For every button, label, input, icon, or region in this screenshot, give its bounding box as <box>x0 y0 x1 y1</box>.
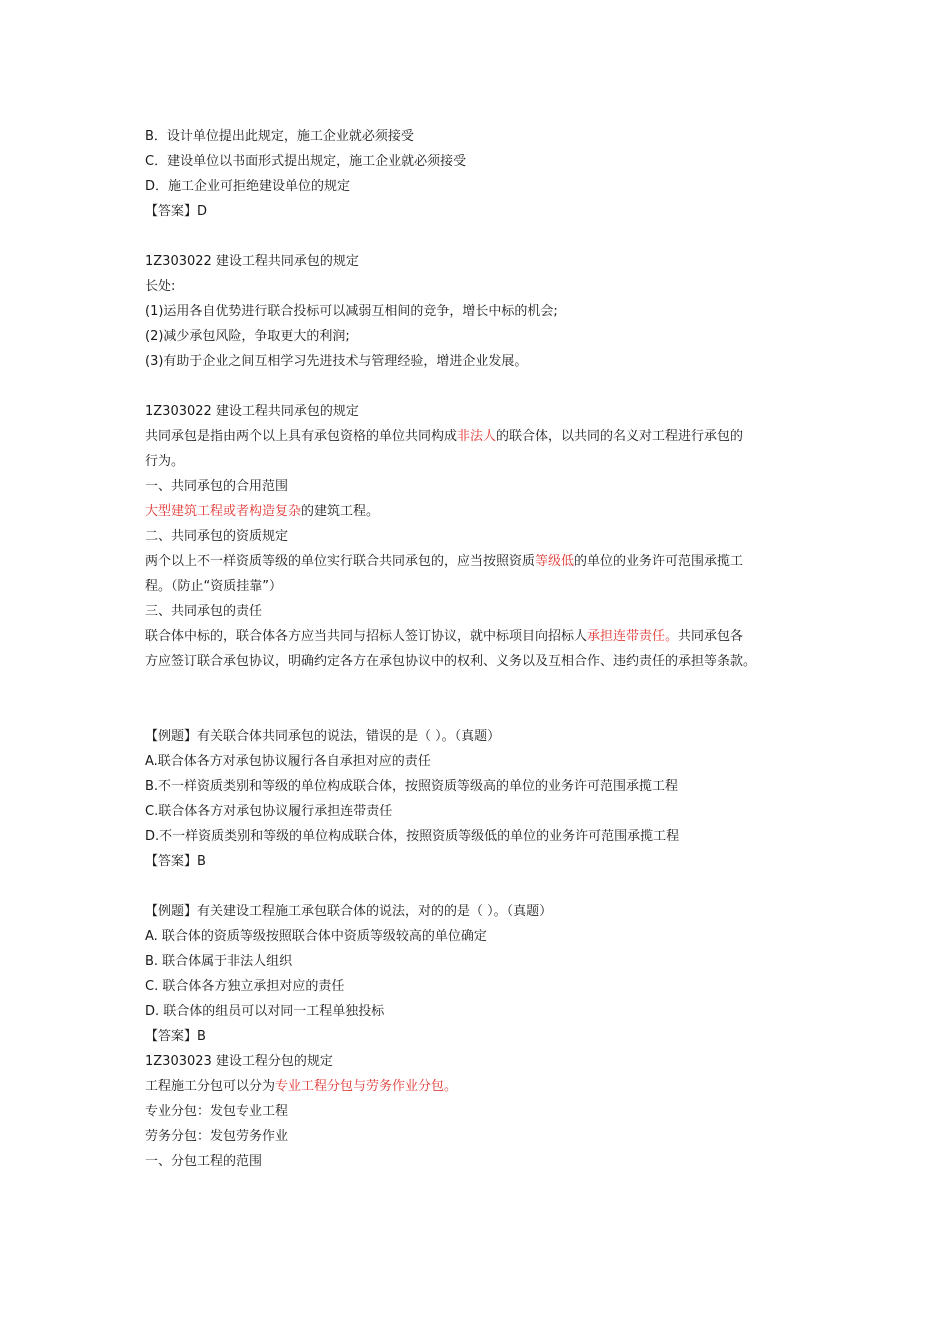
spacer <box>145 374 825 399</box>
spacer <box>145 224 825 249</box>
professional-subcontract: 专业分包：发包专业工程 <box>145 1104 289 1119</box>
answer: 【答案】D <box>145 204 208 219</box>
example-option-c: C.联合体各方对承包协议履行承担连带责任 <box>145 804 393 819</box>
section-heading: 1Z303022 建设工程共同承包的规定 <box>145 254 359 269</box>
example-answer: 【答案】B <box>145 1029 206 1044</box>
definition-line <box>145 424 825 449</box>
subsection-title: 一、分包工程的范围 <box>145 1154 263 1169</box>
qualification-line <box>145 549 825 574</box>
subcontract-line <box>145 1074 825 1099</box>
highlight: 等级低 <box>535 554 575 569</box>
example-answer: 【答案】B <box>145 854 206 869</box>
text: 联合体中标的，联合体各方应当共同与招标人签订协议，就中标项目向招标人 <box>145 629 588 644</box>
example-option-b: B. 联合体属于非法人组织 <box>145 954 293 969</box>
example-option-b: B.不一样资质类别和等级的单位构成联合体，按照资质等级高的单位的业务许可范围承揽工程 <box>145 779 679 794</box>
section-heading: 1Z303023 建设工程分包的规定 <box>145 1054 333 1069</box>
text: 的建筑工程。 <box>301 504 380 519</box>
text: 共同承包各 <box>678 629 744 644</box>
section-heading: 1Z303022 建设工程共同承包的规定 <box>145 404 359 419</box>
option-b: B．设计单位提出此规定，施工企业就必须接受 <box>145 129 414 144</box>
responsibility-line-2: 方应签订联合承包协议，明确约定各方在承包协议中的权利、义务以及互相合作、违约责任的承担等条款。 <box>145 654 757 669</box>
highlight: 专业工程分包与劳务作业分包。 <box>275 1079 458 1094</box>
text: 工程施工分包可以分为 <box>145 1079 276 1094</box>
highlight: 大型建筑工程或者构造复杂 <box>145 504 302 519</box>
example-option-a: A. 联合体的资质等级按照联合体中资质等级较高的单位确定 <box>145 929 487 944</box>
definition-line-2: 行为。 <box>145 454 185 469</box>
qualification-line-2: 程。（防止“资质挂靠”） <box>145 579 282 594</box>
example-question: 【例题】有关建设工程施工承包联合体的说法，对的的是（ ）。（真题） <box>145 904 553 919</box>
subsection-title: 二、共同承包的资质规定 <box>145 529 289 544</box>
text: 两个以上不一样资质等级的单位实行联合共同承包的，应当按照资质 <box>145 554 536 569</box>
labor-subcontract: 劳务分包：发包劳务作业 <box>145 1129 289 1144</box>
text: 的单位的业务许可范围承揽工 <box>574 554 744 569</box>
example-option-d: D. 联合体的组员可以对同一工程单独投标 <box>145 1004 385 1019</box>
scope-line <box>145 499 825 524</box>
subsection-title: 一、共同承包的合用范围 <box>145 479 289 494</box>
advantages-label: 长处: <box>145 279 176 294</box>
spacer <box>145 874 825 899</box>
spacer <box>145 674 825 724</box>
example-option-d: D.不一样资质类别和等级的单位构成联合体，按照资质等级低的单位的业务许可范围承揽工程 <box>145 829 680 844</box>
advantage-1: (1)运用各自优势进行联合投标可以减弱互相间的竞争，增长中标的机会; <box>145 304 558 319</box>
responsibility-line <box>145 624 825 649</box>
highlight: 非法人 <box>457 429 497 444</box>
subsection-title: 三、共同承包的责任 <box>145 604 263 619</box>
example-question: 【例题】有关联合体共同承包的说法，错误的是（ ）。（真题） <box>145 729 501 744</box>
text: 共同承包是指由两个以上具有承包资格的单位共同构成 <box>145 429 458 444</box>
advantage-3: (3)有助于企业之间互相学习先进技术与管理经验，增进企业发展。 <box>145 354 528 369</box>
text: 的联合体，以共同的名义对工程进行承包的 <box>496 429 744 444</box>
advantage-2: (2)减少承包风险，争取更大的利润; <box>145 329 350 344</box>
option-c: C．建设单位以书面形式提出规定，施工企业就必须接受 <box>145 154 467 169</box>
example-option-a: A.联合体各方对承包协议履行各自承担对应的责任 <box>145 754 431 769</box>
document-page <box>145 124 825 1174</box>
example-option-c: C. 联合体各方独立承担对应的责任 <box>145 979 345 994</box>
option-d: D．施工企业可拒绝建设单位的规定 <box>145 179 351 194</box>
highlight: 承担连带责任。 <box>587 629 679 644</box>
